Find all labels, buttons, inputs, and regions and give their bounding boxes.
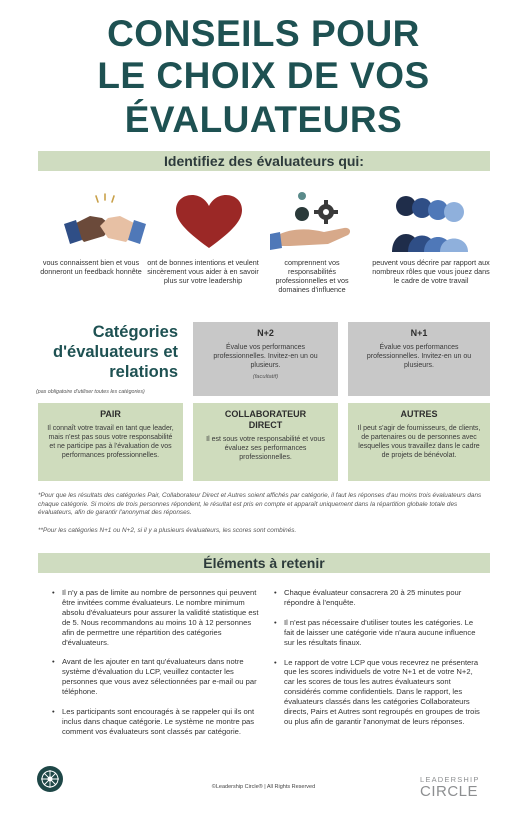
category-pair-desc: Il connaît votre travail en tant que leader, mais n'est pas sous votre responsabilité et ne participe pas à l'évaluation de vos performances professionnelles. <box>47 425 174 459</box>
categories-title-line-2: d'évaluateurs et <box>53 343 178 361</box>
identify-item-3-text: comprennent vos responsabilités professionnelles et vos domaines d'influence <box>275 258 349 294</box>
identify-item-4-text: peuvent vous décrire par rapport aux nombreux rôles que vous jouez dans le cadre de votre travail <box>372 258 490 285</box>
brand-name-line-1: LEADERSHIP <box>420 775 480 784</box>
retain-item: • Avant de les ajouter en tant qu'évaluateurs dans notre système d'évaluation du LCP, veuillez contacter les personnes que vous avez sélectionnées par e-mail ou par téléphone. <box>52 657 262 697</box>
retain-left-column <box>52 588 262 747</box>
category-pair-box <box>38 403 183 481</box>
identify-item-1-text: vous connaissent bien et vous donneront un feedback honnête <box>40 258 142 276</box>
page-title-line-1: CONSEILS POUR <box>107 13 420 54</box>
category-n2-box <box>193 322 338 396</box>
page-title-line-2: LE CHOIX DE VOS <box>97 55 430 96</box>
category-n1-title: N+1 <box>410 328 428 338</box>
category-collaborateur-title-1: COLLABORATEUR <box>224 409 307 419</box>
brand-name-line-2: CIRCLE <box>420 783 479 800</box>
copyright-text: ©Leadership Circle® | All Rights Reserved <box>211 784 316 790</box>
category-autres-title: AUTRES <box>400 409 438 419</box>
categories-note: (pas obligatoire d'utiliser toutes les catégories) <box>36 389 145 395</box>
category-collaborateur-title-2: DIRECT <box>248 420 283 430</box>
category-collaborateur-box <box>193 403 338 481</box>
category-n2-desc: Évalue vos performances professionnelles. Invitez-en un ou plusieurs. <box>213 344 318 369</box>
category-n1-box <box>348 322 490 396</box>
footnote-2: **Pour les catégories N+1 ou N+2, si il y a plusieurs évaluateurs, les scores sont combinés. <box>38 527 297 534</box>
page-title-line-3: ÉVALUATEURS <box>124 99 403 140</box>
retain-item: • Il n'y a pas de limite au nombre de personnes qui peuvent être invitées comme évaluateurs. Le nombre minimum absolu d'évaluateurs pour assurer la validité statistique est de 5. Nous recommandons au moins 10 à 12 personnes afin de permettre une répartition des catégories d'évaluateurs. <box>52 588 262 647</box>
category-n2-title: N+2 <box>257 328 274 338</box>
category-autres-box <box>348 403 490 481</box>
categories-title-line-1: Catégories <box>92 323 178 341</box>
category-n2-optional: (facultatif) <box>252 374 279 380</box>
retain-item: • Chaque évaluateur consacrera 20 à 25 minutes pour répondre à l'enquête. <box>274 588 484 608</box>
identify-heading: Identifiez des évaluateurs qui: <box>38 151 490 171</box>
categories-title-line-3: relations <box>109 363 178 381</box>
retain-item: • Le rapport de votre LCP que vous recevrez ne présentera que les scores individuels de votre N+1 et de votre N+2, car les scores de tous les autres évaluateurs sont considérés comme confidentiels. Dans le rapport, les évaluateurs classés dans les catégories Collaborateurs directs, Pairs et Autres sont regroupés en groupes de trois ou plus afin de garantir l'anonymat de leurs réponses. <box>274 658 484 727</box>
identify-item-2-text: ont de bonnes intentions et veulent sincèrement vous aider à en savoir plus sur votre leadership <box>147 258 259 285</box>
category-collaborateur-desc: Il est sous votre responsabilité et vous évaluez ses performances professionnelles. <box>206 436 325 461</box>
category-n1-desc: Évalue vos performances professionnelles. Invitez-en un ou plusieurs. <box>366 344 472 369</box>
retain-item: • Il n'est pas nécessaire d'utiliser toutes les catégories. Le fait de laisser une catégorie vide n'aura aucune influence sur les résultats finaux. <box>274 618 484 648</box>
group-of-people-icon <box>388 192 478 252</box>
categories-title <box>28 322 178 382</box>
hand-with-gear-icon <box>270 192 360 252</box>
footnote-1: *Pour que les résultats des catégories Pair, Collaborateur Direct et Autres soient affichés par catégorie, il faut les réponses d'au moins trois évaluateurs dans chaque catégorie. Si moins de trois personnes répondent, le résultat est pris en compte et apparaît uniquement dans la répartition globale totale des évaluateurs, afin de garantir l'anonymat des réponses. <box>38 492 482 517</box>
retain-item: • Les participants sont encouragés à se rappeler qui ils ont inclus dans chaque catégorie. Le système ne montre pas comment vos évaluateurs sont classés par catégorie. <box>52 707 262 737</box>
category-pair-title: PAIR <box>100 409 121 419</box>
handshake-icon <box>60 192 150 252</box>
heart-icon <box>164 192 254 252</box>
retain-right-column <box>274 588 484 737</box>
retain-heading: Éléments à retenir <box>38 553 490 573</box>
category-autres-desc: Il peut s'agir de fournisseurs, de clients, de partenaires ou de personnes avec lesquelles vous travaillez dans le cadre de projets de bénévolat. <box>357 425 481 459</box>
